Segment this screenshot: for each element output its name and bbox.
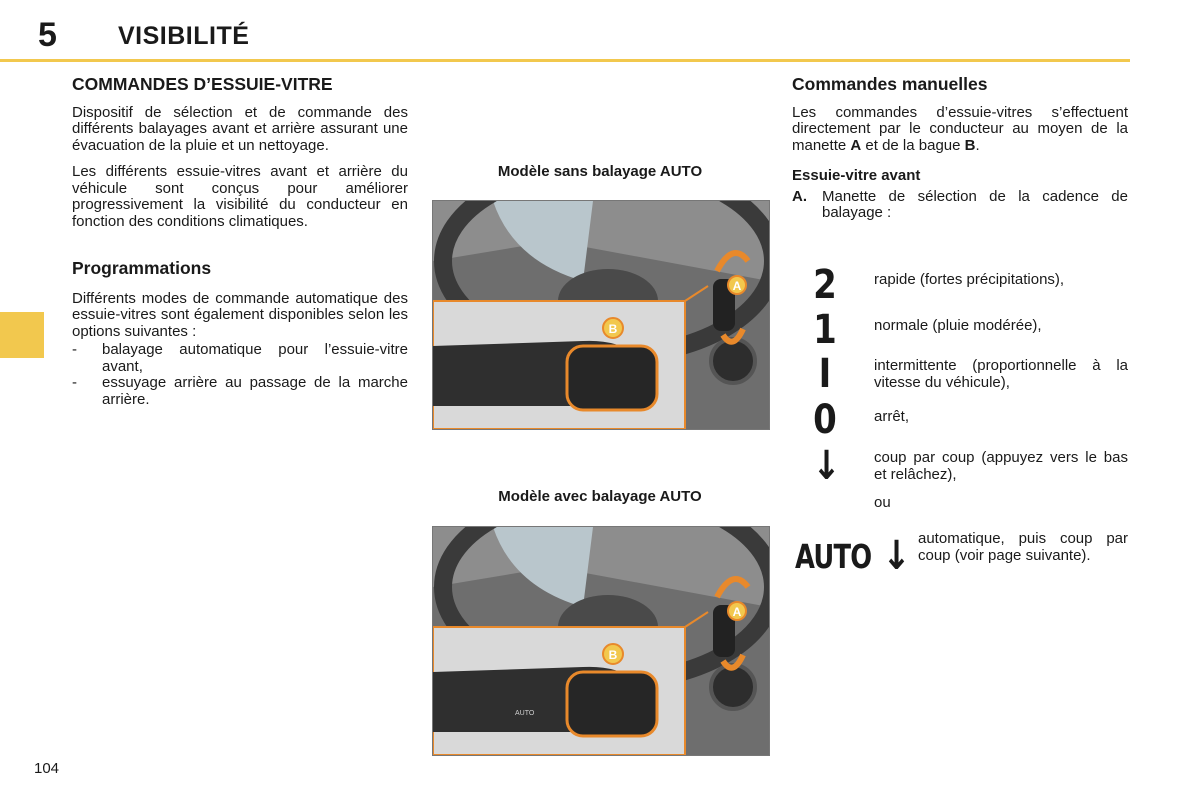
programming-paragraph: Différents modes de commande automatique des essuie-vitres sont également disponibles selon les options suivantes : (72, 289, 408, 340)
figure-stalk-without-auto (432, 200, 770, 430)
dash-bullet: - (72, 374, 77, 391)
item-a-text: Manette de sélection de la cadence de balayage : (822, 187, 1128, 221)
page-number: 104 (34, 760, 60, 777)
label-a: A (732, 605, 742, 619)
position-normal-text: normale (pluie modérée), (874, 317, 1042, 334)
figure-caption-bottom: Modèle avec balayage AUTO (498, 488, 702, 505)
manual-intro-paragraph (792, 105, 1128, 155)
intro-ref-a: A (850, 136, 862, 154)
description-paragraph: Les différents essuie-vitres avant et arrière du véhicule sont conçus pour améliorer progressivement la visibilité du conducteur en fonction des conditions climatiques. (72, 163, 408, 230)
wiper-stalk-illustration (433, 527, 769, 755)
ring-b (567, 346, 657, 410)
right-column (792, 76, 1128, 222)
or-text: ou (874, 494, 891, 511)
list-item-text: essuyage arrière au passage de la marche arrière. (102, 374, 408, 408)
dash-bullet: - (72, 341, 77, 358)
list-item-text: balayage automatique pour l’essuie-vitre avant, (102, 341, 408, 375)
figure-stalk-with-auto (432, 526, 770, 756)
label-b: B (608, 648, 618, 662)
label-b: B (608, 322, 618, 336)
auto-arrow-down-icon: ↓ (882, 533, 911, 579)
symbol-normal: 1 (813, 307, 837, 353)
symbol-fast: 2 (813, 262, 837, 308)
intro-text: Les commandes d’essuie-vitres s’effectuent directement par le conducteur au moyen de la manette (792, 103, 1128, 154)
item-a-label: A. (792, 187, 807, 205)
intro-text: et de la bague (861, 136, 965, 154)
intro-text: . (975, 136, 980, 154)
arrow-down-icon: ↓ (812, 443, 841, 489)
auto-symbol (795, 537, 871, 576)
options-list (72, 342, 408, 408)
ring-b (567, 672, 657, 736)
ignition-lock (711, 665, 755, 709)
position-intermittent-text: intermittente (proportionnelle à la vitesse du véhicule), (874, 357, 1128, 391)
symbol-intermittent: I (818, 351, 832, 397)
label-a: A (732, 279, 742, 293)
ignition-lock (711, 339, 755, 383)
wiper-stalk-illustration (433, 201, 769, 429)
list-item (72, 375, 408, 408)
left-column (72, 76, 408, 408)
chapter-side-tab (0, 312, 44, 358)
position-single-text: coup par coup (appuyez vers le bas et relâchez), (874, 449, 1128, 483)
figure-caption-top: Modèle sans balayage AUTO (497, 163, 703, 180)
auto-word: AUTO (795, 537, 872, 576)
chapter-title: VISIBILITÉ (118, 22, 250, 50)
stalk-auto-marking: AUTO (515, 710, 535, 717)
position-fast-text: rapide (fortes précipitations), (874, 271, 1065, 288)
intro-ref-b: B (964, 136, 976, 154)
symbol-off: 0 (813, 397, 837, 443)
chapter-number: 5 (38, 16, 57, 54)
section-title-manual-controls: Commandes manuelles (792, 74, 988, 94)
item-a (792, 189, 1128, 222)
subtitle-front-wiper: Essuie-vitre avant (792, 167, 921, 184)
section-title-programming: Programmations (72, 258, 212, 278)
section-title-wiper-controls: COMMANDES D’ESSUIE-VITRE (72, 74, 333, 94)
intro-paragraph: Dispositif de sélection et de commande des différents balayages avant et arrière assurant une évacuation de la pluie et un nettoyage. (72, 103, 408, 154)
header-rule (0, 59, 1130, 62)
position-off-text: arrêt, (874, 408, 910, 425)
position-auto-text: automatique, puis coup par coup (voir page suivante). (918, 530, 1128, 564)
list-item (72, 342, 408, 375)
